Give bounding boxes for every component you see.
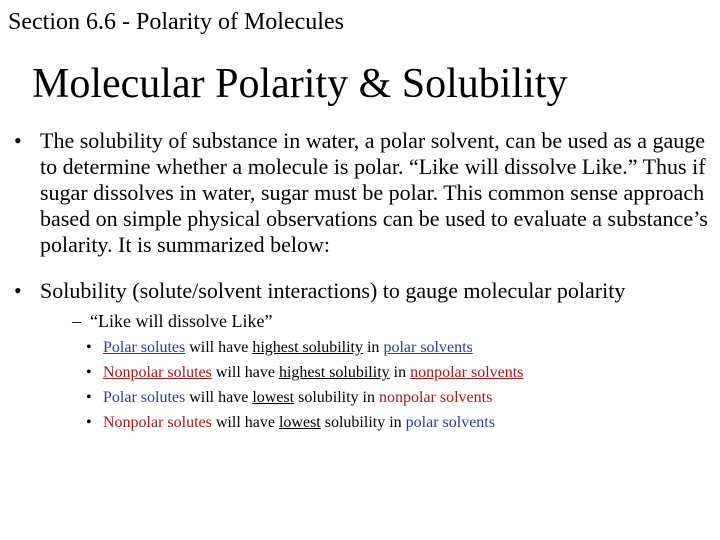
- connector-text: solubility in: [320, 414, 406, 431]
- dash-item: [72, 309, 272, 333]
- sub-bullet-nonpolar-lowest: [86, 412, 495, 434]
- sub-bullet-polar-highest: [86, 337, 473, 359]
- solubility-term: highest solubility: [252, 339, 363, 356]
- slide-title: Molecular Polarity & Solubility: [32, 61, 568, 107]
- sub-bullet-marker: •: [86, 414, 92, 431]
- connector-text: will have: [211, 414, 279, 431]
- bullet-paragraph-1: The solubility of substance in water, a polar solvent, can be used as a gauge to determine whether a molecule is polar. “Like will dissolve Like.” Thus if sugar dissolves in water, sugar must be polar. This common sense approach based on simple physical observations can be used to evaluate a substance’s polarity. It is summarized below:: [40, 128, 708, 257]
- sub-bullet-polar-lowest: [86, 387, 492, 409]
- section-header: Section 6.6 - Polarity of Molecules: [8, 9, 344, 35]
- solubility-term: highest solubility: [278, 364, 390, 381]
- connector-text: will have: [185, 339, 253, 356]
- connector-text: in: [362, 339, 384, 356]
- sub-bullet-marker: •: [86, 364, 92, 381]
- solubility-term: lowest: [278, 414, 321, 431]
- solute-term: Nonpolar solutes: [103, 364, 212, 381]
- solute-term: Nonpolar solutes: [103, 414, 212, 431]
- solubility-term: lowest: [252, 389, 295, 406]
- connector-text: will have: [185, 389, 253, 406]
- solute-term: Polar solutes: [103, 339, 186, 356]
- bullet-marker: •: [14, 278, 22, 303]
- sub-bullet-nonpolar-highest: [86, 362, 523, 384]
- dash-marker: –: [72, 311, 81, 331]
- solvent-term: polar solvents: [405, 414, 495, 431]
- connector-text: solubility in: [294, 389, 379, 406]
- connector-text: in: [389, 364, 411, 381]
- solvent-term: nonpolar solvents: [379, 389, 493, 406]
- solvent-term: nonpolar solvents: [410, 364, 524, 381]
- bullet-paragraph-2: Solubility (solute/solvent interactions) to gauge molecular polarity: [40, 278, 626, 303]
- solute-term: Polar solutes: [103, 389, 186, 406]
- sub-bullet-marker: •: [86, 389, 92, 406]
- sub-bullet-marker: •: [86, 339, 92, 356]
- connector-text: will have: [211, 364, 279, 381]
- dash-item-text: “Like will dissolve Like”: [90, 311, 273, 331]
- bullet-marker: •: [14, 128, 22, 153]
- solvent-term: polar solvents: [383, 339, 473, 356]
